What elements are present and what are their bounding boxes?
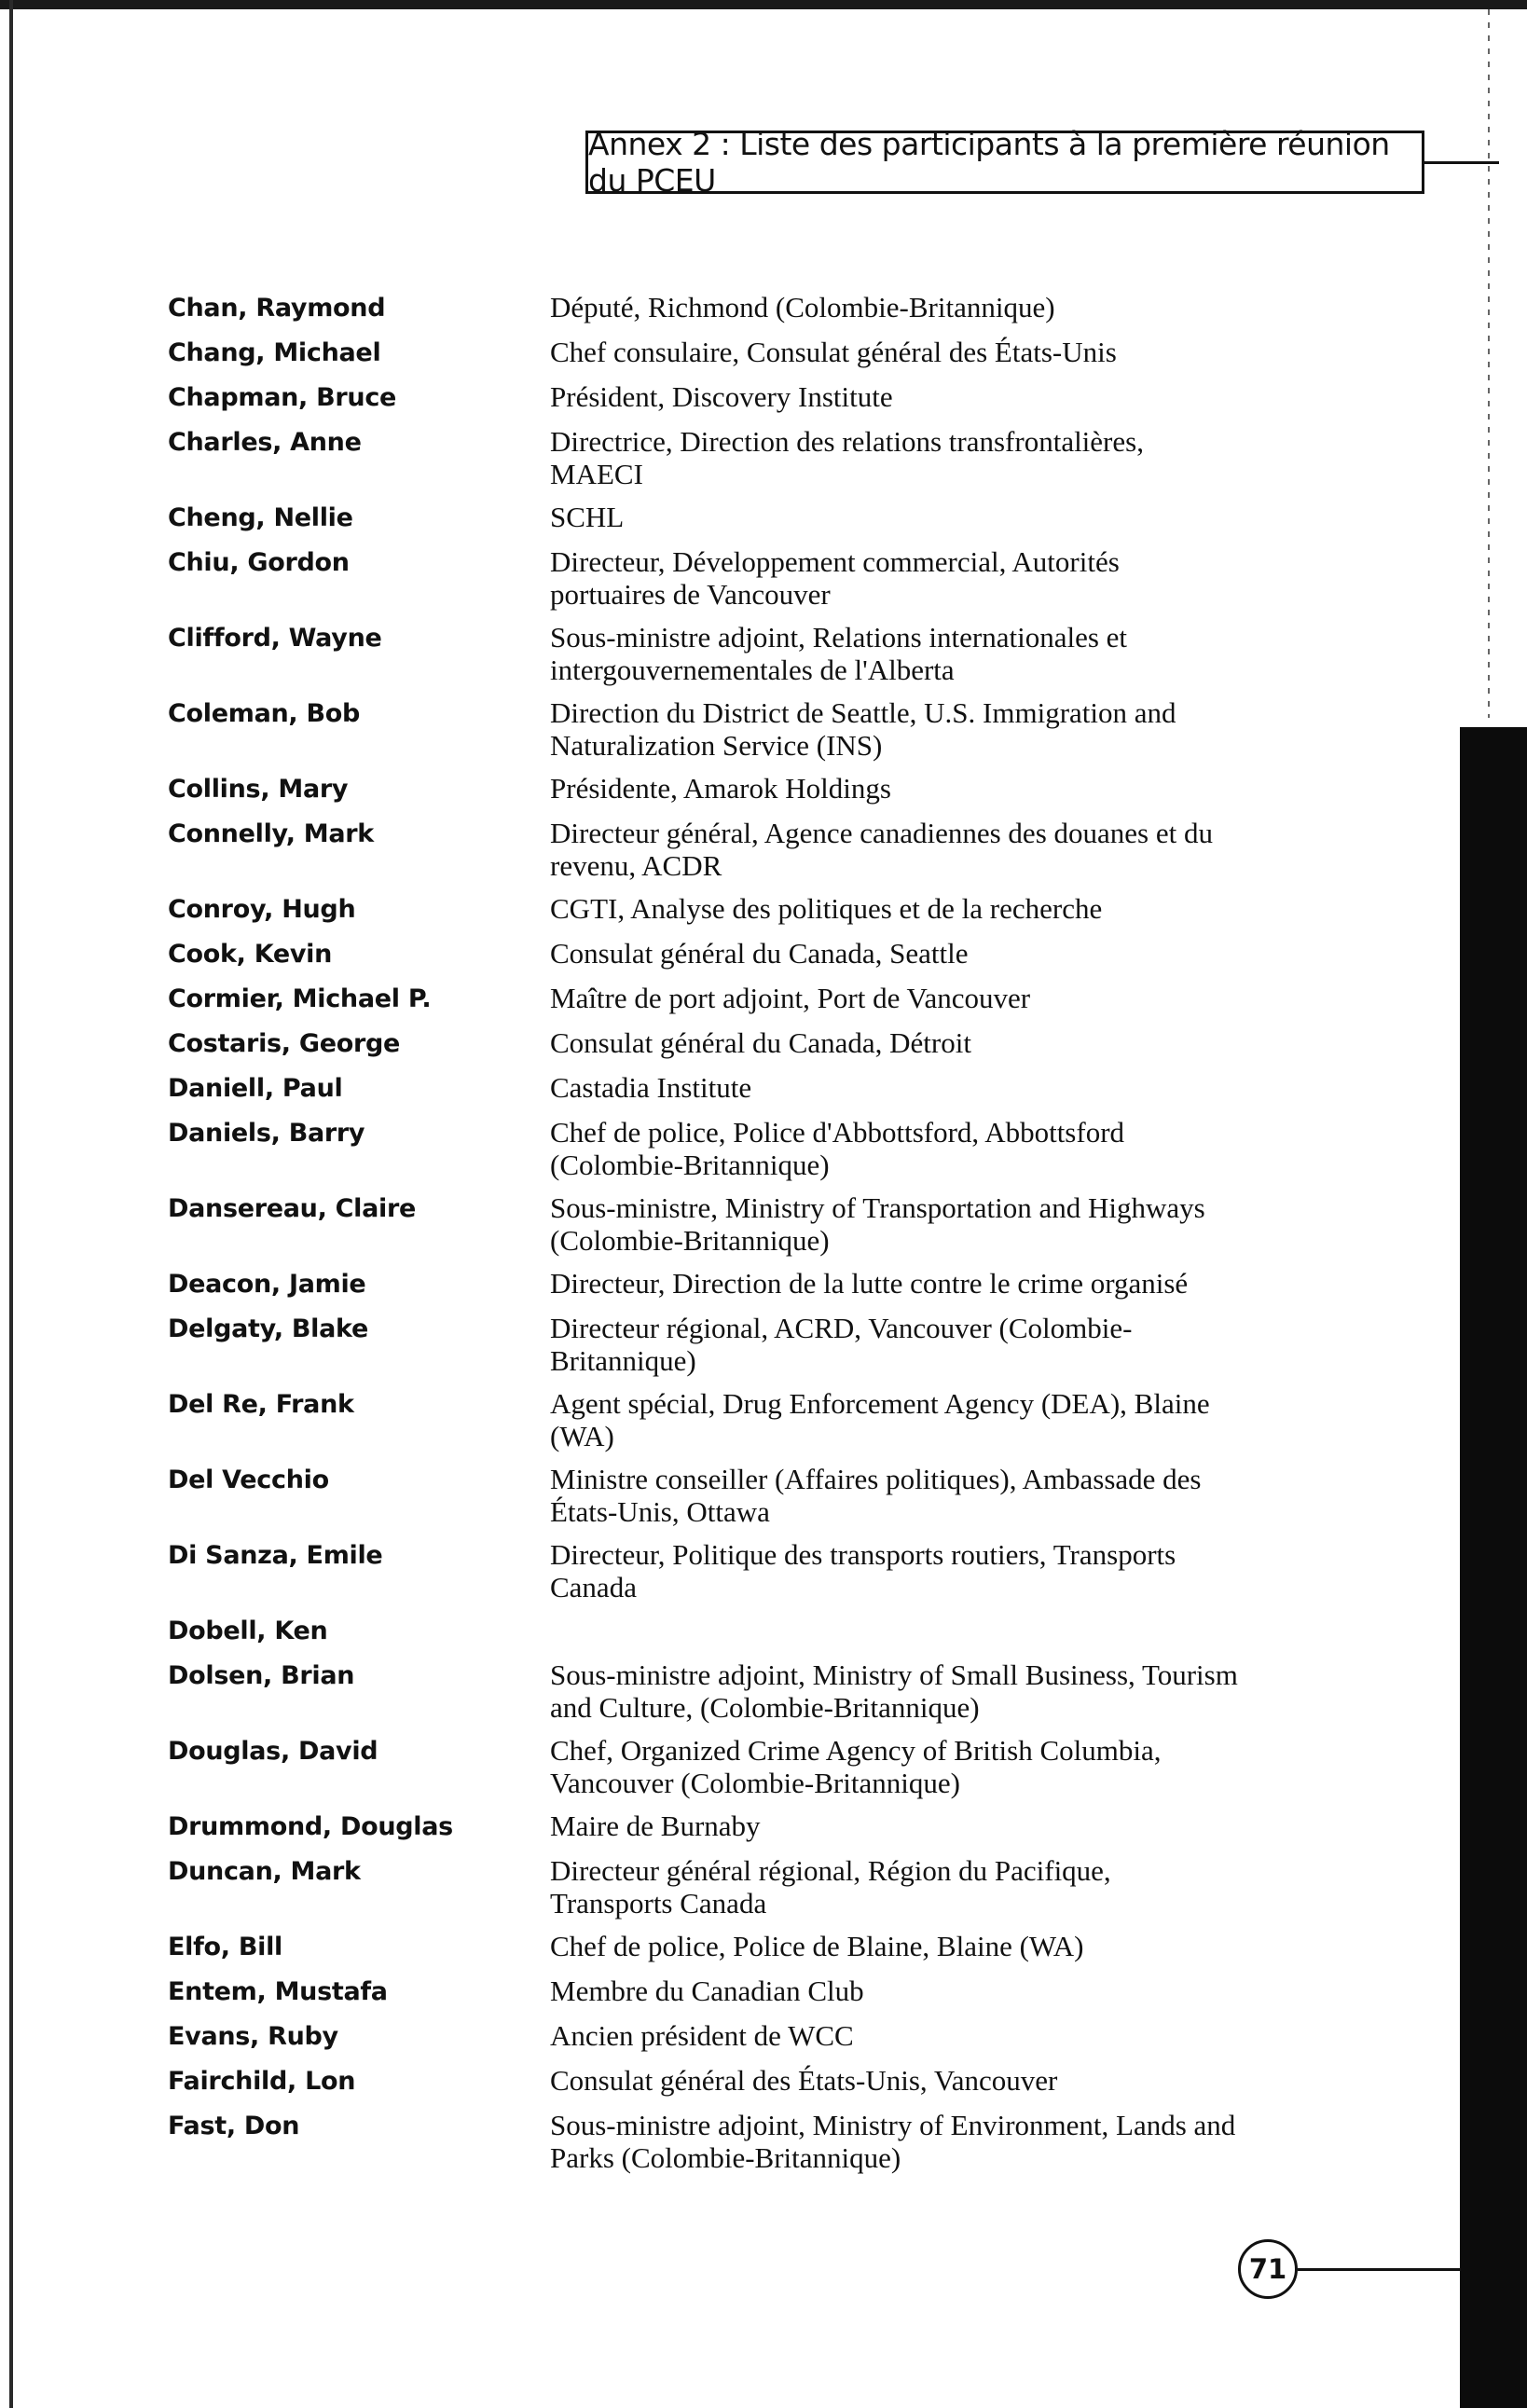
participant-role: Directeur, Développement commercial, Autorités portuaires de Vancouver xyxy=(550,545,1120,611)
participant-row xyxy=(168,425,1240,490)
participant-role: Directeur, Politique des transports routiers, Transports Canada xyxy=(550,1538,1176,1603)
participant-row xyxy=(168,982,1240,1016)
participant-name: Delgaty, Blake xyxy=(168,1314,368,1343)
participant-role: Député, Richmond (Colombie-Britannique) xyxy=(550,291,1055,323)
participant-role: Chef, Organized Crime Agency of British Columbia, Vancouver (Colombie-Britannique) xyxy=(550,1734,1162,1799)
participant-role: Ancien président de WCC xyxy=(550,2019,854,2052)
participant-role: Consulat général du Canada, Seattle xyxy=(550,937,969,970)
participant-row xyxy=(168,1930,1240,1964)
participant-row xyxy=(168,2064,1240,2098)
participant-row xyxy=(168,1658,1240,1724)
participant-role: Sous-ministre adjoint, Ministry of Small Business, Tourism and Culture, (Colombie-Britannique) xyxy=(550,1658,1238,1724)
participant-row xyxy=(168,1267,1240,1301)
participant-row xyxy=(168,817,1240,882)
participant-name: Connelly, Mark xyxy=(168,819,374,848)
participant-role: Sous-ministre, Ministry of Transportation and Highways (Colombie-Britannique) xyxy=(550,1191,1205,1257)
participant-name: Di Sanza, Emile xyxy=(168,1541,383,1570)
participant-row xyxy=(168,1809,1240,1844)
participant-name: Cook, Kevin xyxy=(168,940,333,969)
participant-role: Directeur, Direction de la lutte contre le crime organisé xyxy=(550,1267,1189,1300)
participant-name: Costaris, George xyxy=(168,1029,401,1058)
participant-name: Charles, Anne xyxy=(168,428,362,457)
participant-row xyxy=(168,1312,1240,1377)
participant-role: Chef de police, Police de Blaine, Blaine (WA) xyxy=(550,1930,1084,1962)
participant-name: Daniels, Barry xyxy=(168,1119,365,1148)
participant-row xyxy=(168,2109,1240,2174)
participant-row xyxy=(168,1854,1240,1920)
participant-row xyxy=(168,336,1240,370)
participant-name: Daniell, Paul xyxy=(168,1074,343,1103)
scan-edge-artifact xyxy=(1482,9,1495,718)
participant-name: Coleman, Bob xyxy=(168,699,361,728)
participant-name: Chan, Raymond xyxy=(168,294,386,323)
participant-role: Présidente, Amarok Holdings xyxy=(550,772,891,805)
participant-row xyxy=(168,937,1240,971)
participant-row xyxy=(168,1191,1240,1257)
participant-row xyxy=(168,1026,1240,1061)
participant-role: Sous-ministre adjoint, Relations internationales et intergouvernementales de l'Alberta xyxy=(550,621,1128,686)
participant-name: Deacon, Jamie xyxy=(168,1270,366,1299)
page-edge-bar xyxy=(1460,727,1527,2408)
participant-name: Chapman, Bruce xyxy=(168,383,397,412)
participant-row xyxy=(168,2019,1240,2054)
participant-role xyxy=(550,1614,1240,1648)
participant-role: Directeur général régional, Région du Pacifique, Transports Canada xyxy=(550,1854,1111,1920)
participant-role: Membre du Canadian Club xyxy=(550,1975,864,2007)
participant-row xyxy=(168,1116,1240,1181)
participant-name: Clifford, Wayne xyxy=(168,624,382,653)
participant-row xyxy=(168,1614,1240,1648)
participant-role: Direction du District de Seattle, U.S. Immigration and Naturalization Service (INS) xyxy=(550,696,1176,762)
participant-name: Del Vecchio xyxy=(168,1465,329,1494)
participant-name: Fast, Don xyxy=(168,2112,300,2140)
participant-name: Chang, Michael xyxy=(168,338,381,367)
annex-title: Annex 2 : Liste des participants à la première réunion du PCEU xyxy=(588,126,1390,199)
participant-row xyxy=(168,1463,1240,1528)
participant-role: Consulat général du Canada, Détroit xyxy=(550,1026,971,1059)
participant-role: CGTI, Analyse des politiques et de la recherche xyxy=(550,892,1103,925)
participant-role: Maître de port adjoint, Port de Vancouver xyxy=(550,982,1031,1014)
participant-name: Elfo, Bill xyxy=(168,1933,282,1961)
participant-role: Maire de Burnaby xyxy=(550,1809,761,1842)
participant-name: Dobell, Ken xyxy=(168,1617,328,1645)
participant-name: Drummond, Douglas xyxy=(168,1812,453,1841)
participant-role: Directeur général, Agence canadiennes des douanes et du revenu, ACDR xyxy=(550,817,1213,882)
participant-role: Directrice, Direction des relations transfrontalières, MAECI xyxy=(550,425,1144,490)
participant-row xyxy=(168,892,1240,927)
participant-row xyxy=(168,772,1240,806)
page-number-badge xyxy=(1238,2239,1298,2299)
participant-row xyxy=(168,1387,1240,1452)
page-number-rule xyxy=(1298,2268,1461,2271)
participant-name: Fairchild, Lon xyxy=(168,2067,356,2096)
participant-role: SCHL xyxy=(550,501,625,533)
participant-row xyxy=(168,545,1240,611)
participant-role: Président, Discovery Institute xyxy=(550,380,893,413)
participant-row xyxy=(168,696,1240,762)
participant-role: Chef consulaire, Consulat général des États-Unis xyxy=(550,336,1117,368)
participant-name: Cormier, Michael P. xyxy=(168,984,432,1013)
participant-row xyxy=(168,501,1240,535)
participant-name: Duncan, Mark xyxy=(168,1857,361,1886)
participant-row xyxy=(168,1975,1240,2009)
participant-list xyxy=(168,291,1240,2184)
participant-row xyxy=(168,621,1240,686)
page-top-border xyxy=(0,0,1527,9)
participant-name: Cheng, Nellie xyxy=(168,503,353,532)
participant-row xyxy=(168,291,1240,325)
participant-role: Ministre conseiller (Affaires politiques), Ambassade des États-Unis, Ottawa xyxy=(550,1463,1202,1528)
page-number: 71 xyxy=(1248,2253,1287,2285)
participant-role: Agent spécial, Drug Enforcement Agency (DEA), Blaine (WA) xyxy=(550,1387,1210,1452)
participant-row xyxy=(168,380,1240,415)
participant-name: Entem, Mustafa xyxy=(168,1977,388,2006)
participant-name: Dolsen, Brian xyxy=(168,1661,355,1690)
participant-role: Castadia Institute xyxy=(550,1071,752,1104)
participant-name: Collins, Mary xyxy=(168,775,349,804)
participant-role: Sous-ministre adjoint, Ministry of Environment, Lands and Parks (Colombie-Britannique) xyxy=(550,2109,1236,2174)
page-left-border xyxy=(9,0,13,2408)
participant-row xyxy=(168,1071,1240,1106)
participant-name: Evans, Ruby xyxy=(168,2022,338,2051)
participant-row xyxy=(168,1538,1240,1603)
participant-name: Douglas, David xyxy=(168,1737,378,1766)
participant-name: Del Re, Frank xyxy=(168,1390,354,1419)
participant-role: Directeur régional, ACRD, Vancouver (Colombie-Britannique) xyxy=(550,1312,1133,1377)
participant-name: Dansereau, Claire xyxy=(168,1194,417,1223)
annex-title-box xyxy=(585,126,1424,199)
participant-name: Conroy, Hugh xyxy=(168,895,356,924)
participant-row xyxy=(168,1734,1240,1799)
participant-name: Chiu, Gordon xyxy=(168,548,350,577)
participant-role: Consulat général des États-Unis, Vancouver xyxy=(550,2064,1058,2097)
participant-role: Chef de police, Police d'Abbottsford, Abbottsford (Colombie-Britannique) xyxy=(550,1116,1125,1181)
